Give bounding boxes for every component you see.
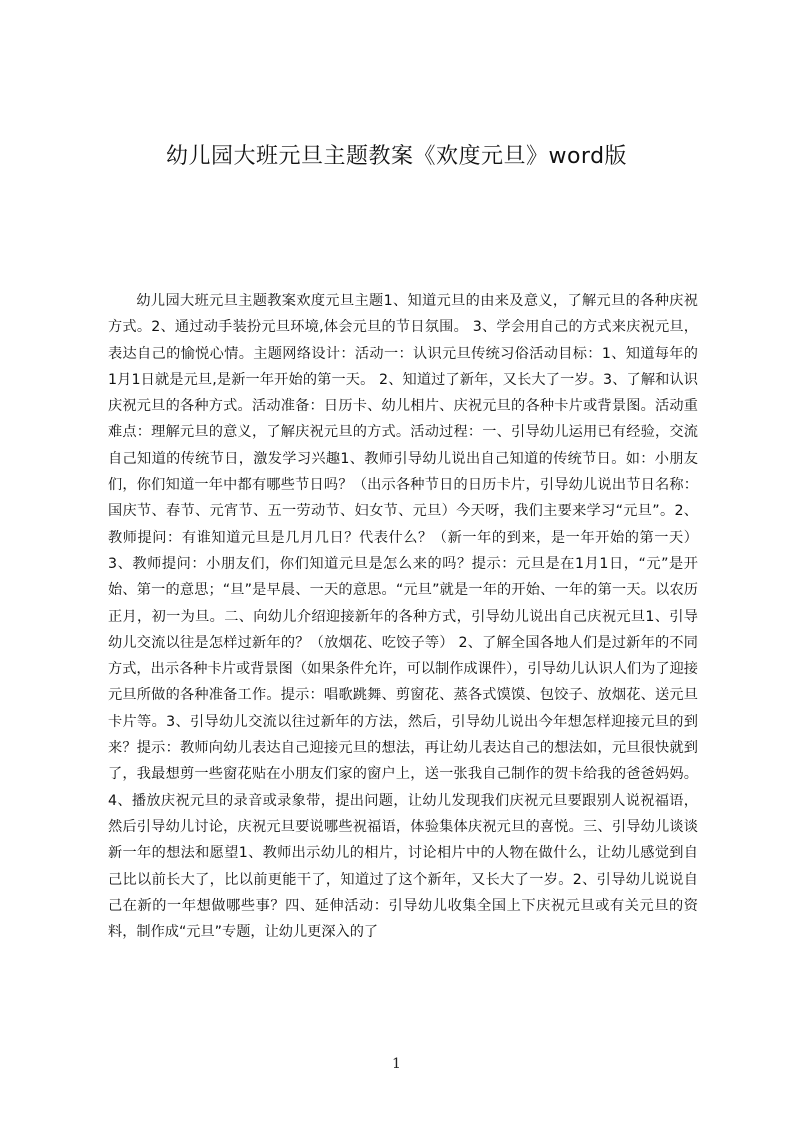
document-title: 幼儿园大班元旦主题教案《欢度元旦》word版 [165, 144, 628, 169]
document-body-paragraph: 幼儿园大班元旦主题教案欢度元旦主题1、知道元旦的由来及意义，了解元旦的各种庆祝方式。2、通过动手装扮元旦环境,体会元旦的节日氛围。 3、学会用自己的方式来庆祝元旦，表达自己的愉悦心情。主题网络设计：活动一：认识元旦传统习俗活动目标：1、知道每年的 1月1日就是元旦,是新一年开始的第一天。 2、知道过了新年，又长大了一岁。3、了解和认识庆祝元旦的各种方式。活动准备：日历卡、幼儿相片、庆祝元旦的各种卡片或背景图。活动重难点：理解元旦的意义，了解庆祝元旦的方式。活动过程：一、引导幼儿运用已有经验，交流自己知道的传统节日，激发学习兴趣1、教师引导幼儿说出自己知道的传统节日。如：小朋友们，你们知道一年中都有哪些节日吗？（出示各种节日的日历卡片，引导幼儿说出节日名称：国庆节、春节、元宵节、五一劳动节、妇女节、元旦）今天呀，我们主要来学习“元旦”。2、教师提问：有谁知道元旦是几月几日？代表什么？（新一年的到来，是一年开始的第一天） 3、教师提问：小朋友们，你们知道元旦是怎么来的吗？提示：元旦是在1月1日，“元”是开始、第一的意思；“旦”是早晨、一天的意思。“元旦”就是一年的开始、一年的第一天。以农历正月，初一为旦。二、向幼儿介绍迎接新年的各种方式，引导幼儿说出自己庆祝元旦1、引导幼儿交流以往是怎样过新年的？（放烟花、吃饺子等） 2、了解全国各地人们是过新年的不同方式，出示各种卡片或背景图（如果条件允许，可以制作成课件），引导幼儿认识人们为了迎接元旦所做的各种准备工作。提示：唱歌跳舞、剪窗花、蒸各式馍馍、包饺子、放烟花、送元旦卡片等。3、引导幼儿交流以往过新年的方法，然后，引导幼儿说出今年想怎样迎接元旦的到来？提示：教师向幼儿表达自己迎接元旦的想法，再让幼儿表达自己的想法如，元旦很快就到了，我最想剪一些窗花贴在小朋友们家的窗户上，送一张我自己制作的贺卡给我的爸爸妈妈。4、播放庆祝元旦的录音或录象带，提出问题，让幼儿发现我们庆祝元旦要跟别人说祝福语，然后引导幼儿讨论，庆祝元旦要说哪些祝福语，体验集体庆祝元旦的喜悦。三、引导幼儿谈谈新一年的想法和愿望1、教师出示幼儿的相片，讨论相片中的人物在做什么，让幼儿感觉到自己比以前长大了，比以前更能干了，知道过了这个新年，又长大了一岁。2、引导幼儿说说自己在新的一年想做哪些事？四、延伸活动：引导幼儿收集全国上下庆祝元旦或有关元旦的资料，制作成“元旦”专题，让幼儿更深入的了 [108, 293, 698, 940]
page-number: 1 [392, 1056, 401, 1072]
